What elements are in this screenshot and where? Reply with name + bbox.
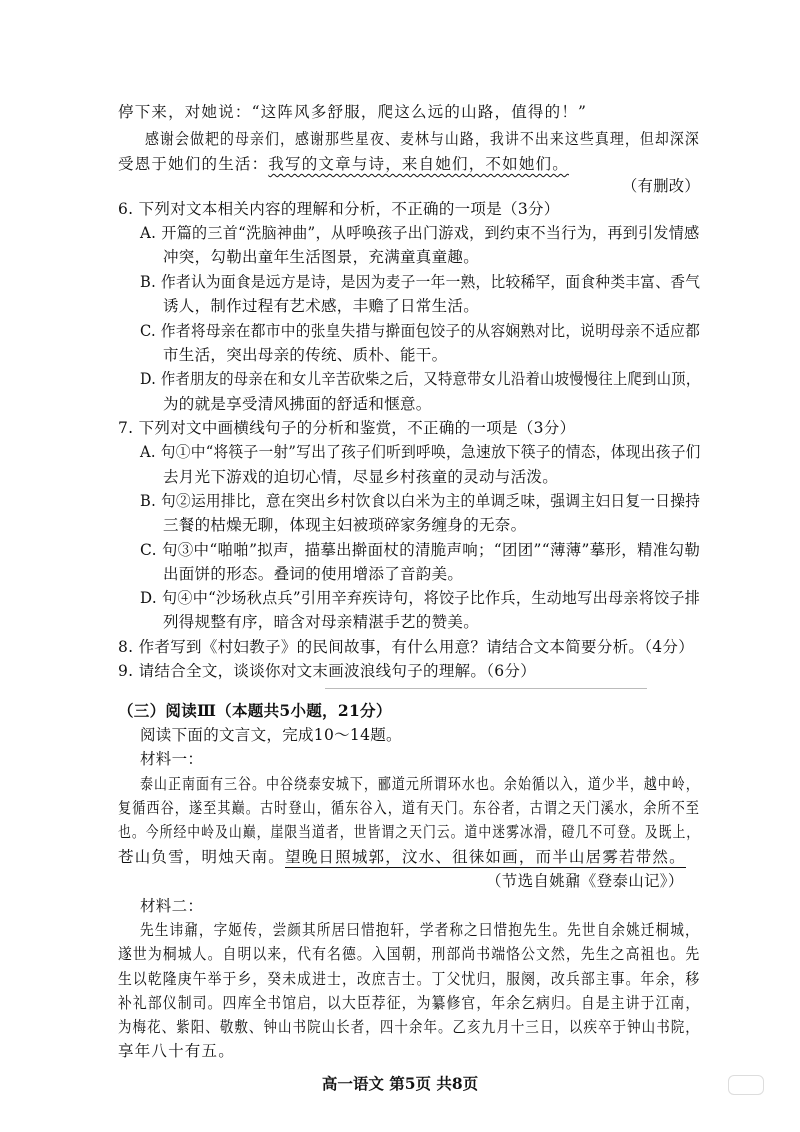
question-8: 8. 作者写到《村妇教子》的民间故事，有什么用意？请结合文本简要分析。（4分） xyxy=(118,638,695,656)
edit-note: （有删改） xyxy=(622,177,700,195)
watermark-logo-icon xyxy=(728,1075,764,1095)
material-1-line: 复循西谷，遂至其巅。古时登山，循东谷入，道有天门。东谷者，古谓之天门溪水，余所不至 xyxy=(118,799,700,817)
page-footer: 高一语文 第5页 共8页 xyxy=(321,1074,479,1093)
material-2-line: 先生讳鼐，字姬传，尝颜其所居曰惜抱轩，学者称之曰惜抱先生。先世自余姚迁桐城， xyxy=(140,921,700,939)
q7-option-a: A. 句①中“将筷子一射”写出了孩子们听到呼唤，急速放下筷子的情态，体现出孩子们 xyxy=(140,443,701,461)
q7-option-d: D. 句④中“沙场秋点兵”引用辛弃疾诗句，将饺子比作兵，生动地写出母亲将饺子排 xyxy=(140,589,701,607)
section-instruction: 阅读下面的文言文，完成10～14题。 xyxy=(140,726,402,744)
q6-option-a-cont: 冲突，勾勒出童年生活图景，充满童真童趣。 xyxy=(163,248,480,266)
passage-line xyxy=(118,153,569,175)
material-2-line: 生以乾隆庚午举于乡，癸未成进士，改庶吉士。丁父忧归，服阕，改兵部主事。年余，移 xyxy=(118,970,701,988)
q6-option-d-cont: 为的就是享受清风拂面的舒适和惬意。 xyxy=(163,395,432,413)
q6-option-b-cont: 诱人，制作过程有艺术感，丰赡了日常生活。 xyxy=(163,297,480,315)
q7-option-b: B. 句②运用排比，意在突出乡村饮食以白米为主的单调乏味，强调主妇日复一日操持 xyxy=(140,492,701,510)
material-1-line xyxy=(118,846,686,868)
q7-option-d-cont: 列得规整有序，暗含对母亲精湛手艺的赞美。 xyxy=(163,613,480,631)
material-1-text: 苍山负雪，明烛天南。 xyxy=(118,848,286,866)
q7-option-c-cont: 出面饼的形态。叠词的使用增添了音韵美。 xyxy=(163,565,464,583)
q6-option-a: A. 开篇的三首“洗脑神曲”，从呼唤孩子出门游戏，到约束不当行为，再到引发情感 xyxy=(140,224,700,242)
q6-option-c-cont: 市生活，突出母亲的传统、质朴、能干。 xyxy=(163,346,448,364)
section-heading: （三）阅读Ⅲ（本题共5小题，21分） xyxy=(118,701,392,720)
question-7-stem: 7. 下列对文中画横线句子的分析和鉴赏，不正确的一项是（3分） xyxy=(118,419,576,437)
question-9: 9. 请结合全文，谈谈你对文末画波浪线句子的理解。（6分） xyxy=(118,662,537,680)
q6-option-c: C. 作者将母亲在都市中的张皇失措与擀面包饺子的从容娴熟对比，说明母亲不适应都 xyxy=(140,322,701,340)
material-2-line: 享年八十有五。 xyxy=(118,1042,235,1060)
passage-line: 停下来，对她说：“这阵风多舒服，爬这么远的山路，值得的！” xyxy=(118,103,588,121)
section-divider xyxy=(325,688,647,689)
underlined-sentence: 望晚日照城郭，汶水、徂徕如画，而半山居雾若带然。 xyxy=(285,848,686,866)
question-6-stem: 6. 下列对文本相关内容的理解和分析，不正确的一项是（3分） xyxy=(118,200,560,218)
material-2-label: 材料二： xyxy=(140,897,204,915)
q7-option-a-cont: 去月光下游戏的迫切心情，尽显乡村孩童的灵动与活泼。 xyxy=(163,468,559,486)
material-2-line: 补礼部仪制司。四库全书馆启，以大臣荐征，为纂修官，年余乞病归。自是主讲于江南， xyxy=(118,994,701,1012)
wavy-underlined-sentence: 我写的文章与诗，来自她们，不如她们。 xyxy=(268,155,569,173)
q7-option-b-cont: 三餐的枯燥无聊，体现主妇被琐碎家务缠身的无奈。 xyxy=(163,516,527,534)
material-2-line: 为梅花、紫阳、敬敷、钟山书院山长者，四十余年。乙亥九月十三日，以疾卒于钟山书院， xyxy=(118,1018,700,1036)
material-1-label: 材料一： xyxy=(140,750,204,768)
material-1-source: （节选自姚鼐《登泰山记》） xyxy=(486,872,684,890)
material-1-line: 泰山正南面有三谷。中谷绕泰安城下，郦道元所谓环水也。余始循以入，道少半，越中岭， xyxy=(140,775,700,793)
q6-option-b: B. 作者认为面食是远方是诗，是因为麦子一年一熟，比较稀罕，面食种类丰富、香气 xyxy=(140,273,701,291)
q6-option-d: D. 作者朋友的母亲在和女儿辛苦砍柴之后，又特意带女儿沿着山坡慢慢往上爬到山顶， xyxy=(140,370,701,388)
passage-line: 感谢会做耙的母亲们，感谢那些星夜、麦林与山路，我讲不出来这些真理，但却深深 xyxy=(145,130,700,148)
material-2-line: 遂世为桐城人。自明以来，代有名德。入国朝，刑部尚书端恪公文然，先生之高祖也。先 xyxy=(118,945,701,963)
q7-option-c: C. 句③中“啪啪”拟声，描摹出擀面杖的清脆声响；“团团”“薄薄”摹形，精准勾勒 xyxy=(140,541,701,559)
material-1-line: 也。今所经中岭及山巅，崖限当道者，世皆谓之天门云。道中迷雾冰滑，磴几不可登。及既上， xyxy=(118,823,701,841)
passage-text: 受恩于她们的生活： xyxy=(118,155,269,173)
